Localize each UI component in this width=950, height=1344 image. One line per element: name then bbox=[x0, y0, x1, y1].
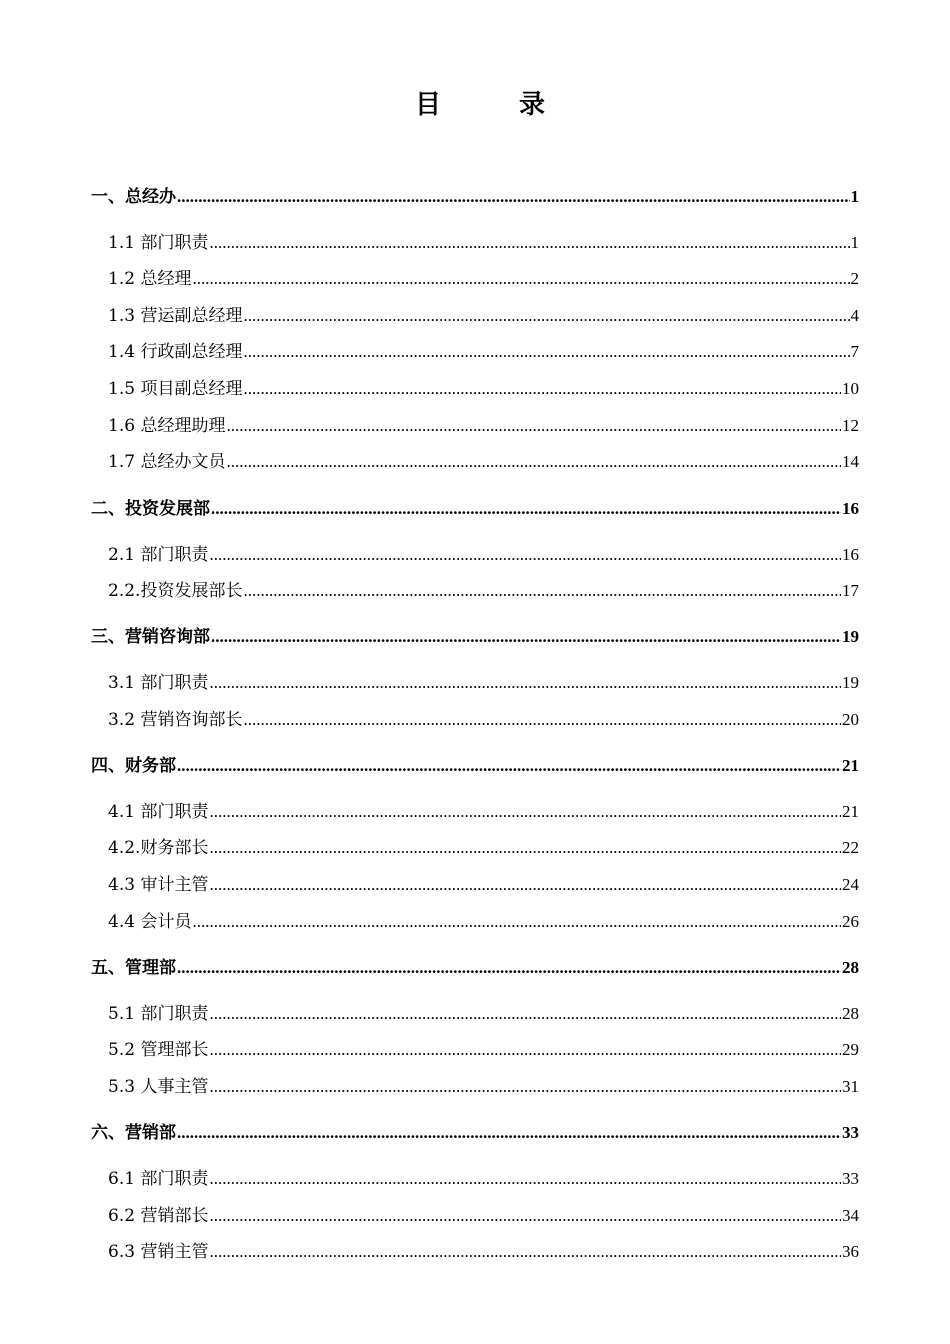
toc-entry-label: 1.1 部门职责 bbox=[108, 233, 209, 253]
toc-dot-leader bbox=[211, 625, 841, 649]
toc-entry-label: 5.1 部门职责 bbox=[108, 1004, 209, 1024]
toc-dot-leader bbox=[209, 671, 841, 695]
toc-entry-page: 4 bbox=[850, 306, 859, 325]
toc-entry-label: 6.1 部门职责 bbox=[108, 1169, 209, 1189]
toc-dot-leader bbox=[226, 450, 841, 474]
toc-entry-page: 22 bbox=[842, 838, 859, 857]
toc-entry[interactable] bbox=[91, 1121, 859, 1145]
toc-entry-page: 1 bbox=[850, 233, 859, 252]
toc-entry[interactable] bbox=[91, 625, 859, 649]
toc-entry[interactable] bbox=[108, 377, 859, 401]
toc-entry-label: 1.3 营运副总经理 bbox=[108, 306, 243, 326]
toc-entry-label: 2.1 部门职责 bbox=[108, 545, 209, 565]
toc-entry-label: 4.1 部门职责 bbox=[108, 802, 209, 822]
toc-entry[interactable] bbox=[91, 754, 859, 778]
toc-entry[interactable] bbox=[108, 1240, 859, 1264]
toc-entry-page: 1 bbox=[850, 187, 859, 206]
toc-entry[interactable] bbox=[91, 185, 859, 209]
toc-entry-page: 16 bbox=[842, 499, 859, 518]
toc-entry-page: 19 bbox=[842, 673, 859, 692]
toc-entry-label: 4.4 会计员 bbox=[108, 912, 192, 932]
toc-dot-leader bbox=[209, 1002, 841, 1026]
toc-entry-page: 29 bbox=[842, 1040, 859, 1059]
toc-dot-leader bbox=[177, 185, 850, 209]
toc-entry-label: 5.2 管理部长 bbox=[108, 1040, 209, 1060]
toc-entry-page: 7 bbox=[850, 342, 859, 361]
toc-entry-page: 10 bbox=[842, 379, 859, 398]
toc-entry-page: 26 bbox=[842, 912, 859, 931]
toc-entry-page: 31 bbox=[842, 1077, 859, 1096]
toc-dot-leader bbox=[209, 1075, 841, 1099]
toc-entry-page: 12 bbox=[842, 416, 859, 435]
toc-entry-label: 1.4 行政副总经理 bbox=[108, 342, 243, 362]
toc-dot-leader bbox=[211, 497, 841, 521]
toc-entry-label: 6.2 营销部长 bbox=[108, 1206, 209, 1226]
toc-entry-page: 17 bbox=[842, 581, 859, 600]
toc-dot-leader bbox=[243, 340, 849, 364]
toc-entry-label: 3.2 营销咨询部长 bbox=[108, 710, 243, 730]
toc-dot-leader bbox=[209, 800, 841, 824]
toc-dot-leader bbox=[243, 377, 841, 401]
toc-entry-label: 四、财务部 bbox=[91, 756, 176, 776]
toc-dot-leader bbox=[209, 231, 849, 255]
toc-entry-page: 33 bbox=[842, 1123, 859, 1142]
toc-entry-label: 1.7 总经办文员 bbox=[108, 452, 226, 472]
toc-entry-page: 34 bbox=[842, 1206, 859, 1225]
toc-entry-label: 1.5 项目副总经理 bbox=[108, 379, 243, 399]
toc-entry-label: 4.3 审计主管 bbox=[108, 875, 209, 895]
toc-entry[interactable] bbox=[108, 708, 859, 732]
page-title: 目 录 bbox=[414, 90, 571, 120]
toc-entry[interactable] bbox=[108, 340, 859, 364]
toc-dot-leader bbox=[209, 543, 841, 567]
toc-entry-page: 20 bbox=[842, 710, 859, 729]
toc-entry-page: 28 bbox=[842, 1004, 859, 1023]
toc-entry-label: 一、总经办 bbox=[91, 187, 176, 207]
toc-dot-leader bbox=[243, 304, 849, 328]
toc-entry-page: 21 bbox=[842, 756, 859, 775]
toc-entry[interactable] bbox=[108, 1002, 859, 1026]
toc-entry-label: 二、投资发展部 bbox=[91, 499, 210, 519]
toc-dot-leader bbox=[209, 836, 841, 860]
toc-entry[interactable] bbox=[108, 231, 859, 255]
toc-entry-page: 33 bbox=[842, 1169, 859, 1188]
toc-entry-label: 三、营销咨询部 bbox=[91, 627, 210, 647]
toc-dot-leader bbox=[192, 267, 849, 291]
toc-entry[interactable] bbox=[108, 836, 859, 860]
toc-dot-leader bbox=[177, 1121, 841, 1145]
toc-entry[interactable] bbox=[91, 497, 859, 521]
toc-entry-page: 14 bbox=[842, 452, 859, 471]
toc-entry[interactable] bbox=[108, 873, 859, 897]
toc-dot-leader bbox=[209, 1038, 841, 1062]
toc-entry[interactable] bbox=[108, 1204, 859, 1228]
toc-entry[interactable] bbox=[108, 579, 859, 603]
toc-entry-page: 24 bbox=[842, 875, 859, 894]
toc-entry-page: 2 bbox=[850, 269, 859, 288]
toc-entry[interactable] bbox=[108, 671, 859, 695]
toc-dot-leader bbox=[209, 1167, 841, 1191]
toc-entry-label: 五、管理部 bbox=[91, 958, 176, 978]
toc-entry-label: 3.1 部门职责 bbox=[108, 673, 209, 693]
toc-entry[interactable] bbox=[91, 956, 859, 980]
toc-entry[interactable] bbox=[108, 1038, 859, 1062]
toc-dot-leader bbox=[192, 910, 841, 934]
toc-entry-page: 36 bbox=[842, 1242, 859, 1261]
toc-dot-leader bbox=[209, 1204, 841, 1228]
toc-entry-page: 21 bbox=[842, 802, 859, 821]
toc-entry-page: 16 bbox=[842, 545, 859, 564]
toc-entry-label: 六、营销部 bbox=[91, 1123, 176, 1143]
toc-entry[interactable] bbox=[108, 910, 859, 934]
toc-entry[interactable] bbox=[108, 1075, 859, 1099]
toc-dot-leader bbox=[177, 754, 841, 778]
toc-entry-label: 1.6 总经理助理 bbox=[108, 416, 226, 436]
toc-entry[interactable] bbox=[108, 543, 859, 567]
toc-dot-leader bbox=[209, 1240, 841, 1264]
toc-entry[interactable] bbox=[108, 267, 859, 291]
toc-dot-leader bbox=[243, 708, 841, 732]
toc-entry-label: 1.2 总经理 bbox=[108, 269, 192, 289]
toc-entry[interactable] bbox=[108, 304, 859, 328]
toc-entry-label: 2.2.投资发展部长 bbox=[108, 581, 243, 601]
toc-entry-label: 4.2.财务部长 bbox=[108, 838, 209, 858]
toc-entry[interactable] bbox=[108, 414, 859, 438]
toc-entry-page: 28 bbox=[842, 958, 859, 977]
toc-dot-leader bbox=[209, 873, 841, 897]
toc-dot-leader bbox=[226, 414, 841, 438]
toc-entry[interactable] bbox=[108, 450, 859, 474]
toc-dot-leader bbox=[177, 956, 841, 980]
toc-dot-leader bbox=[243, 579, 841, 603]
toc-entry[interactable] bbox=[108, 800, 859, 824]
toc-entry[interactable] bbox=[108, 1167, 859, 1191]
toc-entry-label: 5.3 人事主管 bbox=[108, 1077, 209, 1097]
toc-entry-label: 6.3 营销主管 bbox=[108, 1242, 209, 1262]
toc-entry-page: 19 bbox=[842, 627, 859, 646]
